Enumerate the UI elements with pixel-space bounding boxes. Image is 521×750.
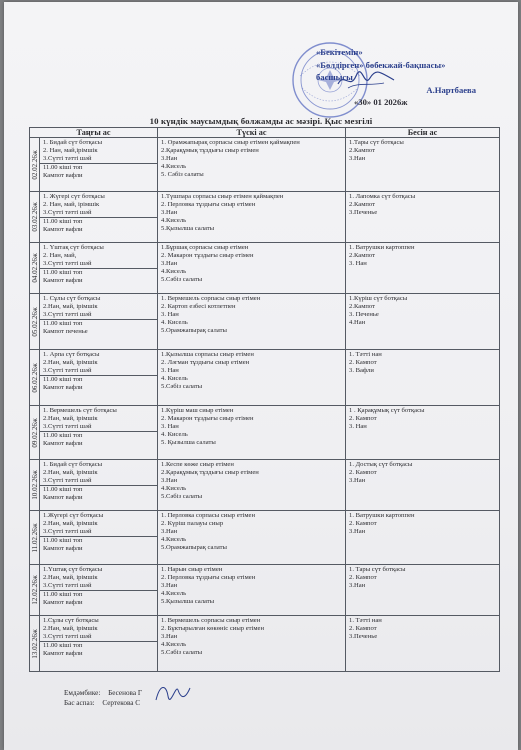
menu-document xyxy=(4,2,518,750)
breakfast-cell xyxy=(40,616,158,672)
list-item: 2. Картоп езбесі котлетпен xyxy=(161,303,236,311)
table-row xyxy=(30,350,500,406)
list-item: 1. Жүгері сүт ботқасы xyxy=(43,193,105,200)
list-item: 1. Нарын сиыр етімен xyxy=(161,566,223,573)
list-item: 1. Тары сүт ботқасы xyxy=(349,566,406,573)
tea-cell xyxy=(346,243,500,294)
day-date-cell xyxy=(30,511,40,565)
snack-items xyxy=(40,590,157,607)
lunch-cell xyxy=(158,565,346,616)
breakfast-cell xyxy=(40,406,158,460)
day-date-cell xyxy=(30,192,40,243)
list-item: 1. Бидай сүт ботқасы xyxy=(43,461,103,468)
day-date-cell xyxy=(30,294,40,350)
tea-cell xyxy=(346,616,500,672)
list-item: 4. Кисель xyxy=(161,431,188,439)
menu-title: 10 күндік маусымдық болжамды ас мәзірі. Қыс мезгілі xyxy=(149,116,373,126)
tea-cell xyxy=(346,511,500,565)
list-item: 3. Нан xyxy=(161,423,179,431)
day-date-cell xyxy=(30,565,40,616)
list-item: 2.Нан, май, ірімшік xyxy=(43,469,98,477)
list-item: Кампот вафли xyxy=(43,650,83,658)
list-item: 2.Кампот xyxy=(349,252,375,260)
list-item: 4.Кисель xyxy=(161,163,187,171)
list-item: 2. Кампот xyxy=(349,574,377,582)
breakfast-cell xyxy=(40,460,158,511)
snack-items xyxy=(40,217,157,234)
list-item: 2. Нан, май, ірімшік xyxy=(43,201,100,209)
list-item: 3. Печенье xyxy=(349,311,379,319)
list-item: 2.Кампот xyxy=(349,303,375,311)
list-item: 2. Күріш палауы сиыр xyxy=(161,520,224,528)
list-item: 11.00 кіші топ xyxy=(43,164,83,172)
list-item: 5.Орамжапырақ салаты xyxy=(161,544,227,552)
list-item: Кампот вафли xyxy=(43,384,83,392)
list-item: Кампот вафли xyxy=(43,226,83,234)
list-item: 1.Күріш сүт ботқасы xyxy=(349,295,408,302)
day-date-cell xyxy=(30,243,40,294)
list-item: 2. Перловка тұздығы сиыр етімен xyxy=(161,201,256,209)
list-item: 1. Вермешель сүт ботқасы xyxy=(43,407,117,414)
table-row xyxy=(30,616,500,672)
list-item: 1. Үштақ сүт ботқасы xyxy=(43,244,104,251)
list-item: 3.Нан xyxy=(349,155,366,163)
list-item: 3.Печенье xyxy=(349,633,378,641)
list-item: 11.00 кіші топ xyxy=(43,486,83,494)
list-item: 3. Нан xyxy=(349,423,367,431)
list-item: 2. Нан, май, xyxy=(43,252,77,260)
lunch-cell xyxy=(158,138,346,192)
footer-dietitian xyxy=(64,688,148,698)
breakfast-items xyxy=(40,350,157,375)
list-item: 2.Кампот xyxy=(349,147,375,155)
breakfast-items xyxy=(40,192,157,217)
list-item: 2.Нан, май, ірімшік xyxy=(43,574,98,582)
list-item: 1. Орамжапырақ сорпасы сиыр етімен қаймақпен xyxy=(161,139,300,146)
list-item: 3. Нан xyxy=(161,367,179,375)
list-item: 4.Кисель xyxy=(161,268,187,276)
table-row xyxy=(30,406,500,460)
list-item: 3.Нан xyxy=(161,209,178,217)
breakfast-cell xyxy=(40,192,158,243)
footer-cook xyxy=(64,698,148,708)
list-item: 5.Сәбіз салаты xyxy=(161,493,203,501)
approval-line-1: «Бекітемін» xyxy=(316,47,363,57)
table-row xyxy=(30,511,500,565)
snack-items xyxy=(40,536,157,553)
list-item: 4.Кисель xyxy=(161,641,187,649)
lunch-cell xyxy=(158,406,346,460)
table-row xyxy=(30,192,500,243)
breakfast-items xyxy=(40,511,157,536)
list-item: 3. Вафли xyxy=(349,367,374,375)
list-item: 3.Нан xyxy=(161,528,178,536)
list-item: 4. Кисель xyxy=(161,375,188,383)
list-item: 11.00 кіші топ xyxy=(43,537,83,545)
lunch-cell xyxy=(158,192,346,243)
list-item: 2.Нан, май, ірімшік xyxy=(43,303,98,311)
list-item: 3.Сүтті тәтті шәй xyxy=(43,209,92,217)
list-item: 4.Кисель xyxy=(161,485,187,493)
day-date: 02.02.26ж xyxy=(30,149,39,180)
list-item: Кампот вафли xyxy=(43,599,83,607)
dietitian-label: Емдәмбике: xyxy=(64,689,101,697)
list-item: 3.Нан xyxy=(161,582,178,590)
list-item: 1. Тәтті нан xyxy=(349,617,382,624)
list-item: 1. Ватрушки картоппен xyxy=(349,512,415,519)
breakfast-items xyxy=(40,616,157,641)
list-item: 11.00 кіші топ xyxy=(43,320,83,328)
breakfast-items xyxy=(40,243,157,268)
tea-cell xyxy=(346,138,500,192)
list-item: Кампот печенье xyxy=(43,328,88,336)
list-item: 5.Қызылша салаты xyxy=(161,598,215,606)
day-date-cell xyxy=(30,138,40,192)
breakfast-items xyxy=(40,565,157,590)
day-date: 09.02.26ж xyxy=(30,417,39,448)
list-item: 4.Кисель xyxy=(161,536,187,544)
list-item: 1. Вермешель сорпасы сиыр етімен xyxy=(161,617,261,624)
list-item: 2. Бұктырылған көкөніс сиыр етімен xyxy=(161,625,264,633)
list-item: 1. Бидай сүт ботқасы xyxy=(43,139,103,146)
day-date: 05.02.26ж xyxy=(30,306,39,337)
list-item: 2. Нан, май,ірімшік xyxy=(43,147,98,155)
breakfast-cell xyxy=(40,294,158,350)
list-item: 1. Перловка сорпасы сиыр етімен xyxy=(161,512,255,519)
list-item: 5.Сәбіз салаты xyxy=(161,276,203,284)
tea-cell xyxy=(346,192,500,243)
list-item: 3.Сүтті тәтті шәй xyxy=(43,311,92,319)
day-date-cell xyxy=(30,616,40,672)
dietitian-signature-icon xyxy=(152,680,192,706)
list-item: 1.Тары сүт ботқасы xyxy=(349,139,404,146)
list-item: 2.Нан, май, ірімшік xyxy=(43,415,98,423)
breakfast-cell xyxy=(40,350,158,406)
list-item: 3.Сүтті тәтті шәй xyxy=(43,367,92,375)
list-item: 2. Ләгман тұздығы сиыр етімен xyxy=(161,359,250,367)
approval-date: «30» 01 2026ж xyxy=(354,97,408,107)
snack-items xyxy=(40,319,157,336)
list-item: 5.Сәбіз салаты xyxy=(161,383,203,391)
list-item: 1.Қызылша сорпасы сиыр етімен xyxy=(161,351,254,358)
list-item: 5. Сәбіз салаты xyxy=(161,171,204,179)
list-item: 1.Жүгері сүт ботқасы xyxy=(43,512,104,519)
list-item: 3.Сүтті тәтті шәй xyxy=(43,260,92,268)
list-item: 11.00 кіші топ xyxy=(43,591,83,599)
list-item: 3. Нан xyxy=(161,311,179,319)
list-item: 3.Сүтті тәтті шәй xyxy=(43,633,92,641)
list-item: 3.Печенье xyxy=(349,209,378,217)
snack-items xyxy=(40,163,157,180)
list-item: 4.Нан xyxy=(349,319,366,327)
list-item: 2.Нан, май, ірімшік xyxy=(43,625,98,633)
breakfast-cell xyxy=(40,243,158,294)
lunch-cell xyxy=(158,294,346,350)
list-item: 3.Нан xyxy=(349,582,366,590)
lunch-cell xyxy=(158,616,346,672)
list-item: 1. Арпа сүт ботқасы xyxy=(43,351,100,358)
snack-items xyxy=(40,268,157,285)
table-row xyxy=(30,138,500,192)
list-item: Кампот вафли xyxy=(43,277,83,285)
list-item: Кампот вафли xyxy=(43,494,83,502)
day-date: 13.02.26ж xyxy=(30,628,39,659)
list-item: 11.00 кіші топ xyxy=(43,432,83,440)
lunch-cell xyxy=(158,460,346,511)
list-item: 5.Қызылша салаты xyxy=(161,225,215,233)
list-item: 3.Нан xyxy=(161,260,178,268)
list-item: 2. Кампот xyxy=(349,625,377,633)
tea-cell xyxy=(346,294,500,350)
list-item: 3.Нан xyxy=(349,528,366,536)
list-item: 3.Нан xyxy=(349,477,366,485)
header-breakfast: Таңғы ас xyxy=(30,128,158,138)
list-item: 2.Нан, май, ірімшік xyxy=(43,359,98,367)
list-item: 2.Нан, май, ірімшік xyxy=(43,520,98,528)
menu-header-row xyxy=(30,128,500,138)
list-item: 2. Кампот xyxy=(349,415,377,423)
day-date-cell xyxy=(30,460,40,511)
breakfast-cell xyxy=(40,511,158,565)
breakfast-items xyxy=(40,406,157,431)
list-item: 1.Күріш маш сиыр етімен xyxy=(161,407,234,414)
menu-table xyxy=(29,127,500,672)
tea-cell xyxy=(346,350,500,406)
cook-label: Бас аспаз: xyxy=(64,699,95,707)
list-item: 11.00 кіші топ xyxy=(43,218,83,226)
list-item: 5. Қызылша салаты xyxy=(161,439,216,447)
list-item: 3.Нан xyxy=(161,633,178,641)
menu-body xyxy=(30,138,500,672)
list-item: 1. Достық сүт ботқасы xyxy=(349,461,413,468)
list-item: Кампот вафли xyxy=(43,172,83,180)
list-item: 2. Кампот xyxy=(349,359,377,367)
breakfast-items xyxy=(40,138,157,163)
list-item: 1. Вермешель сорпасы сиыр етімен xyxy=(161,295,261,302)
list-item: 2.Қарақұмық тұздығы сиыр етімен xyxy=(161,147,259,155)
tea-cell xyxy=(346,460,500,511)
dietitian-name: Бесенова Г xyxy=(108,689,142,697)
list-item: 1.Үштақ сүт ботқасы xyxy=(43,566,103,573)
table-row xyxy=(30,460,500,511)
list-item: 4. Кисель xyxy=(161,319,188,327)
list-item: 3.Сүтті тәтті шәй xyxy=(43,528,92,536)
list-item: 3.Сүтті тәтті шәй xyxy=(43,423,92,431)
list-item: 2. Макарон тұздығы сиыр етімен xyxy=(161,252,254,260)
breakfast-items xyxy=(40,294,157,319)
day-date-cell xyxy=(30,350,40,406)
list-item: 1. Ватрушки картоппен xyxy=(349,244,415,251)
list-item: 1. Тәтті нан xyxy=(349,351,382,358)
list-item: 1 . Қарақұмық сүт ботқасы xyxy=(349,407,425,414)
list-item: 4.Кисель xyxy=(161,590,187,598)
tea-cell xyxy=(346,406,500,460)
breakfast-cell xyxy=(40,565,158,616)
list-item: 1.Сұлы сүт ботқасы xyxy=(43,617,99,624)
list-item: 3.Нан xyxy=(161,477,178,485)
day-date: 03.02.26ж xyxy=(30,202,39,232)
list-item: 11.00 кіші топ xyxy=(43,642,83,650)
list-item: 3.Сүтті тәтті шәй xyxy=(43,582,92,590)
day-date: 12.02.26ж xyxy=(30,575,39,605)
list-item: 1.Түшпара сорпасы сиыр етімен қаймақпен xyxy=(161,193,284,200)
snack-items xyxy=(40,431,157,448)
lunch-cell xyxy=(158,350,346,406)
list-item: 1. Сұлы сүт ботқасы xyxy=(43,295,101,302)
list-item: 2.Қарақұмық тұздығы сиыр етімен xyxy=(161,469,259,477)
list-item: 2.Кампот xyxy=(349,201,375,209)
snack-items xyxy=(40,375,157,392)
list-item: 2. Кампот xyxy=(349,520,377,528)
approval-line-3: басшысы xyxy=(316,72,353,82)
snack-items xyxy=(40,485,157,502)
list-item: 5.Сәбіз салаты xyxy=(161,649,203,657)
list-item: 1.Кеспе көже сиыр етімен xyxy=(161,461,234,468)
list-item: 2. Кампот xyxy=(349,469,377,477)
table-row xyxy=(30,565,500,616)
table-row xyxy=(30,243,500,294)
lunch-cell xyxy=(158,243,346,294)
footer-signatures xyxy=(64,688,148,708)
snack-items xyxy=(40,641,157,658)
director-signature-icon xyxy=(334,66,398,94)
list-item: 11.00 кіші топ xyxy=(43,376,83,384)
list-item: 5.Орамжапырақ салаты xyxy=(161,327,227,335)
list-item: 1.Бұршақ сорпасы сиыр етімен xyxy=(161,244,249,251)
day-date: 11.02.26ж xyxy=(30,522,39,553)
list-item: 3. Нан xyxy=(349,260,367,268)
list-item: 3.Сүтті тәтті шәй xyxy=(43,477,92,485)
header-lunch: Түскі ас xyxy=(158,128,346,138)
list-item: 11.00 кіші топ xyxy=(43,269,83,277)
day-date-cell xyxy=(30,406,40,460)
list-item: 2. Макарон тұздығы сиыр етімен xyxy=(161,415,254,423)
breakfast-cell xyxy=(40,138,158,192)
list-item: 1. Лапомка сүт ботқасы xyxy=(349,193,416,200)
day-date: 06.02.26ж xyxy=(30,362,39,393)
tea-cell xyxy=(346,565,500,616)
list-item: 3.Нан xyxy=(161,155,178,163)
breakfast-items xyxy=(40,460,157,485)
list-item: 4.Кисель xyxy=(161,217,187,225)
header-tea: Бесін ас xyxy=(346,128,500,138)
approval-signer: А.Нартбаева xyxy=(426,84,476,95)
lunch-cell xyxy=(158,511,346,565)
day-date: 04.02.26ж xyxy=(30,253,39,283)
table-row xyxy=(30,294,500,350)
list-item: Кампот вафли xyxy=(43,440,83,448)
list-item: 3.Сүтті тәтті шәй xyxy=(43,155,92,163)
approval-line-2: «Бөлдірген» бөбекжай-бақшасы» xyxy=(316,59,446,70)
cook-name: Сертекова С xyxy=(102,699,141,707)
day-date: 10.02.26ж xyxy=(30,470,39,500)
list-item: 2. Перловка тұздығы сиыр етімен xyxy=(161,574,256,582)
list-item: Кампот вафли xyxy=(43,545,83,553)
